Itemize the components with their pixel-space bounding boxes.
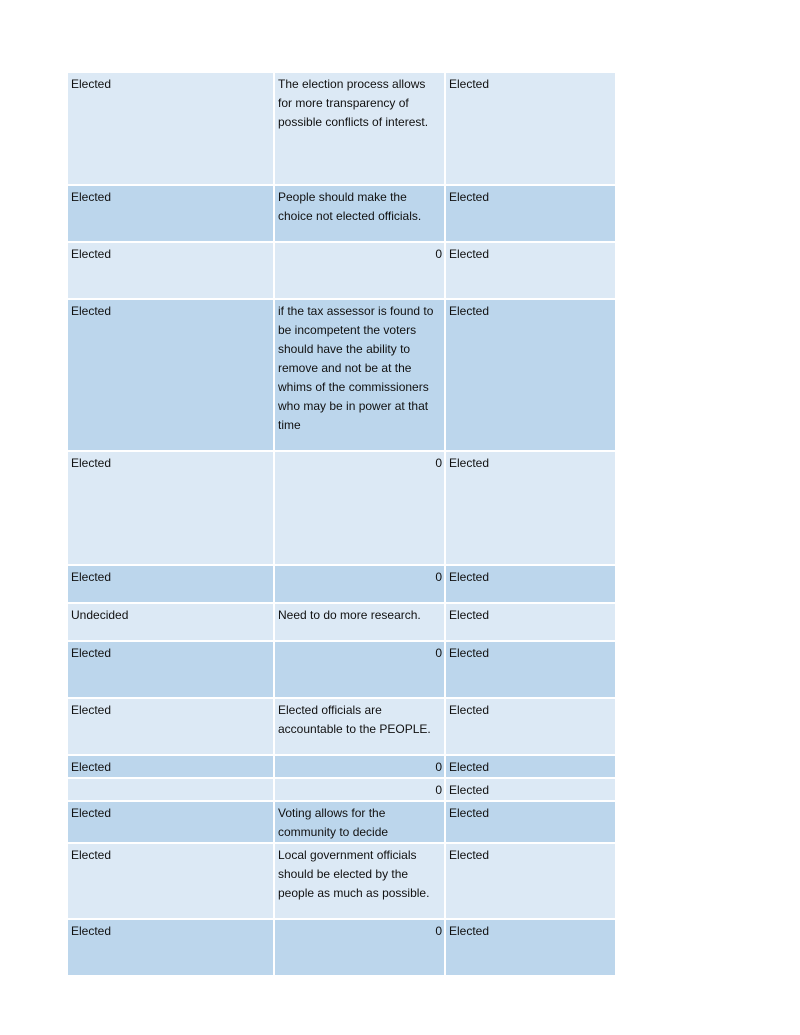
comment-cell: 0	[274, 242, 445, 299]
survey-responses-table	[66, 71, 617, 977]
choice-cell: Elected	[445, 778, 616, 801]
position-cell: Elected	[67, 641, 274, 698]
comment-cell: 0	[274, 778, 445, 801]
table-row	[67, 451, 616, 565]
comment-cell: Need to do more research.	[274, 603, 445, 641]
comment-cell: 0	[274, 755, 445, 778]
table-row	[67, 843, 616, 919]
table-row	[67, 755, 616, 778]
table-row	[67, 698, 616, 755]
table-row	[67, 565, 616, 603]
position-cell: Elected	[67, 451, 274, 565]
choice-cell: Elected	[445, 451, 616, 565]
position-cell: Elected	[67, 565, 274, 603]
choice-cell: Elected	[445, 919, 616, 976]
position-cell	[67, 778, 274, 801]
comment-cell: 0	[274, 919, 445, 976]
comment-cell: People should make the choice not elected officials.	[274, 185, 445, 242]
position-cell: Elected	[67, 698, 274, 755]
position-cell: Elected	[67, 185, 274, 242]
choice-cell: Elected	[445, 801, 616, 843]
table-row	[67, 72, 616, 185]
comment-cell: 0	[274, 451, 445, 565]
position-cell: Elected	[67, 801, 274, 843]
choice-cell: Elected	[445, 698, 616, 755]
position-cell: Undecided	[67, 603, 274, 641]
table-row	[67, 778, 616, 801]
choice-cell: Elected	[445, 641, 616, 698]
position-cell: Elected	[67, 242, 274, 299]
table-row	[67, 603, 616, 641]
position-cell: Elected	[67, 72, 274, 185]
table-row	[67, 185, 616, 242]
table-row	[67, 801, 616, 843]
comment-cell: Voting allows for the community to decide	[274, 801, 445, 843]
comment-cell: 0	[274, 641, 445, 698]
comment-cell: Local government officials should be elected by the people as much as possible.	[274, 843, 445, 919]
comment-cell: Elected officials are accountable to the PEOPLE.	[274, 698, 445, 755]
position-cell: Elected	[67, 843, 274, 919]
position-cell: Elected	[67, 755, 274, 778]
choice-cell: Elected	[445, 755, 616, 778]
comment-cell: The election process allows for more transparency of possible conflicts of interest.	[274, 72, 445, 185]
choice-cell: Elected	[445, 299, 616, 451]
comment-cell: if the tax assessor is found to be incompetent the voters should have the ability to remove and not be at the whims of the commissioners who may be in power at that time	[274, 299, 445, 451]
choice-cell: Elected	[445, 843, 616, 919]
table-row	[67, 919, 616, 976]
table-row	[67, 242, 616, 299]
choice-cell: Elected	[445, 242, 616, 299]
comment-cell: 0	[274, 565, 445, 603]
table-row	[67, 641, 616, 698]
position-cell: Elected	[67, 919, 274, 976]
choice-cell: Elected	[445, 603, 616, 641]
position-cell: Elected	[67, 299, 274, 451]
choice-cell: Elected	[445, 185, 616, 242]
table-body	[67, 72, 616, 976]
table-row	[67, 299, 616, 451]
choice-cell: Elected	[445, 565, 616, 603]
choice-cell: Elected	[445, 72, 616, 185]
